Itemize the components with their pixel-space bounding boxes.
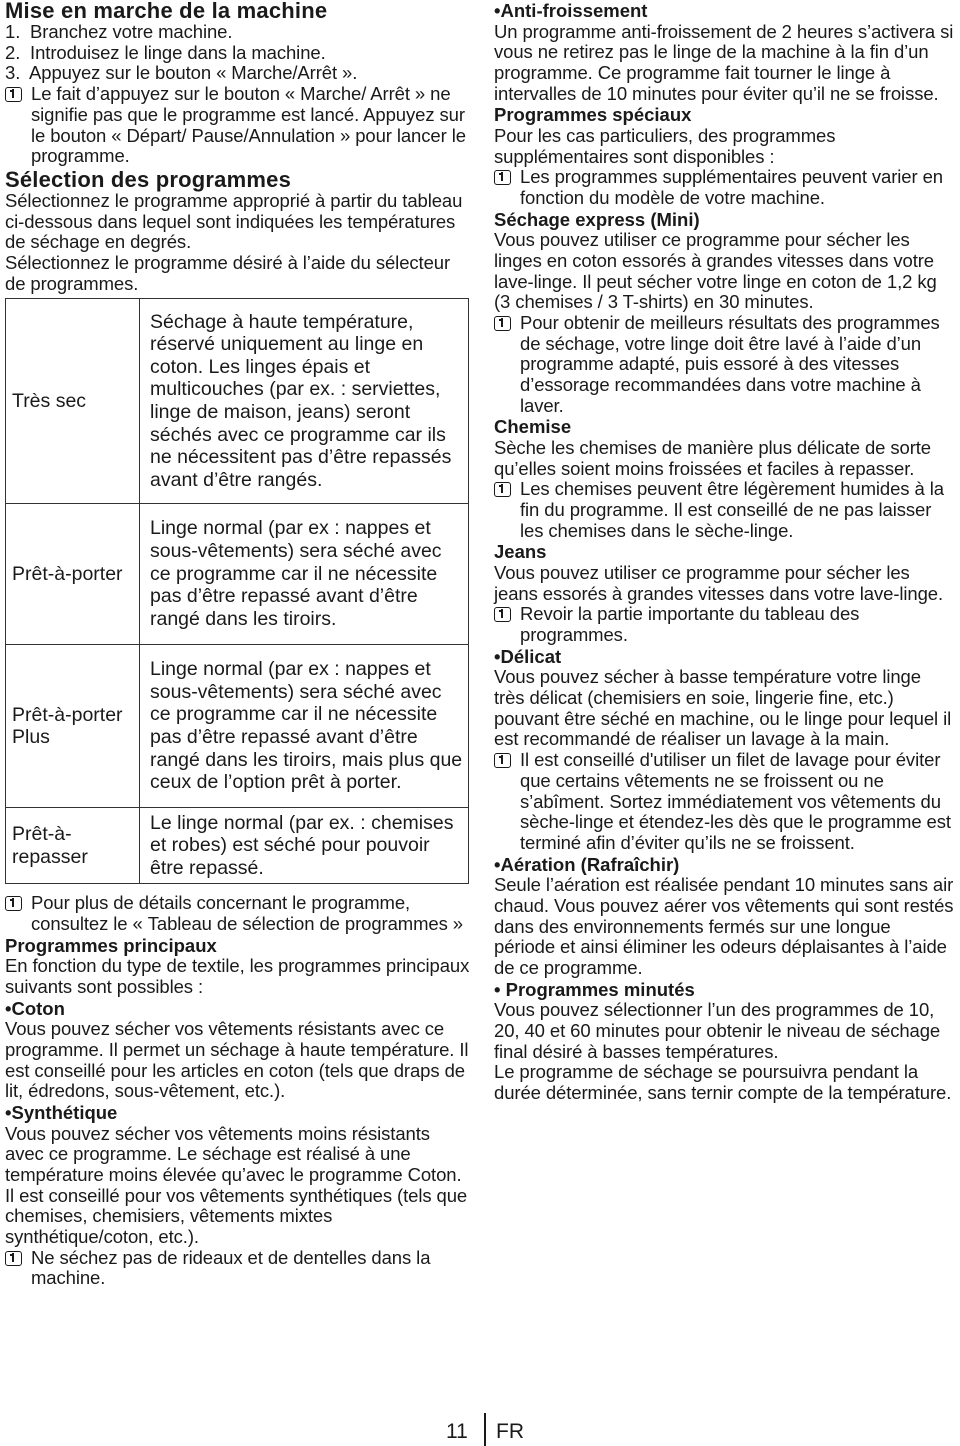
minutes-title: • Programmes minutés bbox=[494, 978, 695, 1000]
startup-note: Le fait d’appuyez sur le bouton « Marche/ Arrêt » ne signifie pas que le programme est lancé. Appuyez sur le bouton « Départ/ Pause/Annulation » pour lancer le programme. bbox=[5, 84, 470, 167]
selection-title: Sélection des programmes bbox=[5, 166, 292, 192]
info-icon bbox=[494, 607, 511, 622]
page-language: FR bbox=[496, 1420, 524, 1443]
synthetique-note: Ne séchez pas de rideaux et de dentelles dans la machine. bbox=[5, 1248, 470, 1289]
selection-paragraph: Sélectionnez le programme approprié à partir du tableau ci-dessous dans lequel sont indiquées les températures de séchage en degrés. bbox=[5, 189, 463, 253]
table-row bbox=[6, 504, 469, 645]
synthetique-text: Vous pouvez sécher vos vêtements moins résistants avec ce programme. Le séchage est réalisé à une température moins élevée qu’avec le programme Coton. Il est conseillé pour vos vêtements synthétiques (tels que chemises, chemisiers, vêtements mixtes synthétique/coton, etc.). bbox=[5, 1122, 468, 1248]
info-icon bbox=[494, 482, 511, 497]
info-icon bbox=[494, 170, 511, 185]
info-icon bbox=[5, 1251, 22, 1266]
express-text: Vous pouvez utiliser ce programme pour sécher les linges en coton essorés à grandes vitesses dans votre lave-linge. Il peut sécher votre linge en coton de 1,2 kg (3 chemises / 3 T-shirts) en 30 minutes. bbox=[494, 229, 937, 313]
anti-froissement-text: Un programme anti-froissement de 2 heures s’activera si vous ne retirez pas le linge de la machine à la fin d’un programme. Ce programme fait tourner le linge à intervalles de 10 minutes pour éviter qu’il ne se froisse. bbox=[494, 20, 954, 104]
startup-steps bbox=[5, 22, 470, 84]
coton-text: Vous pouvez sécher vos vêtements résistants avec ce programme. Il permet un séchage à haute température. Il est conseillé pour les articles en coton (tels que draps de lit, édredons, sous-vêtement, etc.). bbox=[5, 1018, 469, 1102]
minutes-text: Vous pouvez sélectionner l’un des programmes de 10, 20, 40 et 60 minutes pour obtenir le niveau de séchage final désiré à basses températures. bbox=[494, 999, 941, 1062]
main-programs-title: Programmes principaux bbox=[5, 934, 217, 956]
table-note: Pour plus de détails concernant le programme, consultez le « Tableau de sélection de programmes » bbox=[5, 893, 470, 934]
program-name: Prêt-à-porter bbox=[6, 504, 140, 645]
selection-paragraph: Sélectionnez le programme désiré à l’aide du sélecteur de programmes. bbox=[5, 252, 451, 294]
express-note: Pour obtenir de meilleurs résultats des programmes de séchage, votre linge doit être lavé à l’aide d’un programme adapté, puis essoré à des vitesses d’essorage recommandées dans votre machine à laver. bbox=[494, 313, 956, 417]
step-item: 3. Appuyez sur le bouton « Marche/Arrêt ». bbox=[5, 62, 358, 84]
program-description: Le linge normal (par ex. : chemises et robes) est séché pour pouvoir être repassé. bbox=[140, 808, 469, 884]
page-footer bbox=[0, 1412, 960, 1446]
info-icon bbox=[5, 896, 22, 911]
aeration-title: •Aération (Rafraîchir) bbox=[494, 853, 680, 875]
special-programs-note: Les programmes supplémentaires peuvent varier en fonction du modèle de votre machine. bbox=[494, 167, 956, 208]
table-row bbox=[6, 645, 469, 808]
program-description: Séchage à haute température, réservé uniquement au linge en coton. Les linges épais et multicouches (par ex. : serviettes, linge de maison, jeans) seront séchés avec ce programme car ils ne nécessitent pas d’être repassés avant d’être rangés. bbox=[140, 299, 469, 504]
chemise-text: Sèche les chemises de manière plus délicate de sorte qu’elles soient moins froissées et faciles à repasser. bbox=[494, 436, 931, 479]
coton-title: •Coton bbox=[5, 997, 65, 1019]
info-icon bbox=[5, 87, 22, 102]
info-icon bbox=[494, 753, 511, 768]
program-name: Très sec bbox=[6, 299, 140, 504]
table-row bbox=[6, 808, 469, 884]
delicat-title: •Délicat bbox=[494, 645, 562, 667]
main-programs-intro: En fonction du type de textile, les programmes principaux suivants sont possibles : bbox=[5, 955, 470, 998]
program-table bbox=[5, 298, 469, 884]
jeans-text: Vous pouvez utiliser ce programme pour sécher les jeans essorés à grandes vitesses dans votre lave-linge. bbox=[494, 561, 944, 604]
chemise-note: Les chemises peuvent être légèrement humides à la fin du programme. Il est conseillé de ne pas laisser les chemises dans le sèche-linge. bbox=[494, 479, 956, 541]
chemise-title: Chemise bbox=[494, 416, 572, 438]
anti-froissement-title: •Anti-froissement bbox=[494, 0, 648, 21]
synthetique-title: •Synthétique bbox=[5, 1102, 118, 1124]
special-programs-title: Programmes spéciaux bbox=[494, 104, 692, 126]
express-title: Séchage express (Mini) bbox=[494, 208, 700, 230]
jeans-title: Jeans bbox=[494, 541, 547, 563]
delicat-note: Il est conseillé d'utiliser un filet de lavage pour éviter que certains vêtements ne se froissent ou ne s’abîment. Sortez immédiatement vos vêtements du sèche-linge et étendez-les dès que le programme est terminé afin d’éviter qu’ils ne se froissent. bbox=[494, 750, 956, 854]
program-description: Linge normal (par ex : nappes et sous-vêtements) sera séché avec ce programme car il ne nécessite pas d’être repassé avant d’être rangé dans les tiroirs, mais plus que ceux de l’option prêt à porter. bbox=[140, 645, 469, 808]
program-name: Prêt-à-porter Plus bbox=[6, 645, 140, 808]
info-icon bbox=[494, 316, 511, 331]
page-separator bbox=[484, 1413, 486, 1446]
step-item: 1. Branchez votre machine. bbox=[5, 21, 233, 42]
jeans-note: Revoir la partie importante du tableau des programmes. bbox=[494, 604, 956, 645]
left-column bbox=[5, 0, 470, 1289]
step-item: 2. Introduisez le linge dans la machine. bbox=[5, 41, 326, 63]
right-column bbox=[494, 0, 956, 1104]
special-programs-text: Pour les cas particuliers, des programmes supplémentaires sont disponibles : bbox=[494, 124, 836, 167]
aeration-text: Seule l’aération est réalisée pendant 10 minutes sans air chaud. Vous pouvez aérer vos vêtements qui sont restés dans des environnements fermés sur une longue période et ainsi éliminer les odeurs déplaisantes à l’aide de ce programme. bbox=[494, 874, 954, 978]
table-row bbox=[6, 299, 469, 504]
minutes-text: Le programme de séchage se poursuivra pendant la durée déterminée, sans ternir compte de la température. bbox=[494, 1061, 952, 1103]
program-name: Prêt-à-repasser bbox=[6, 808, 140, 884]
page-number: 11 bbox=[446, 1420, 468, 1443]
startup-title: Mise en marche de la machine bbox=[5, 0, 328, 23]
delicat-text: Vous pouvez sécher à basse température votre linge très délicat (chemisiers en soie, lingerie fine, etc.) pouvant être séché en machine, ou le linge pour lequel il est recommandé de réaliser un lavage à la main. bbox=[494, 666, 952, 750]
program-description: Linge normal (par ex : nappes et sous-vêtements) sera séché avec ce programme car il ne nécessite pas d’être repassé avant d’être rangé dans les tiroirs. bbox=[140, 504, 469, 645]
